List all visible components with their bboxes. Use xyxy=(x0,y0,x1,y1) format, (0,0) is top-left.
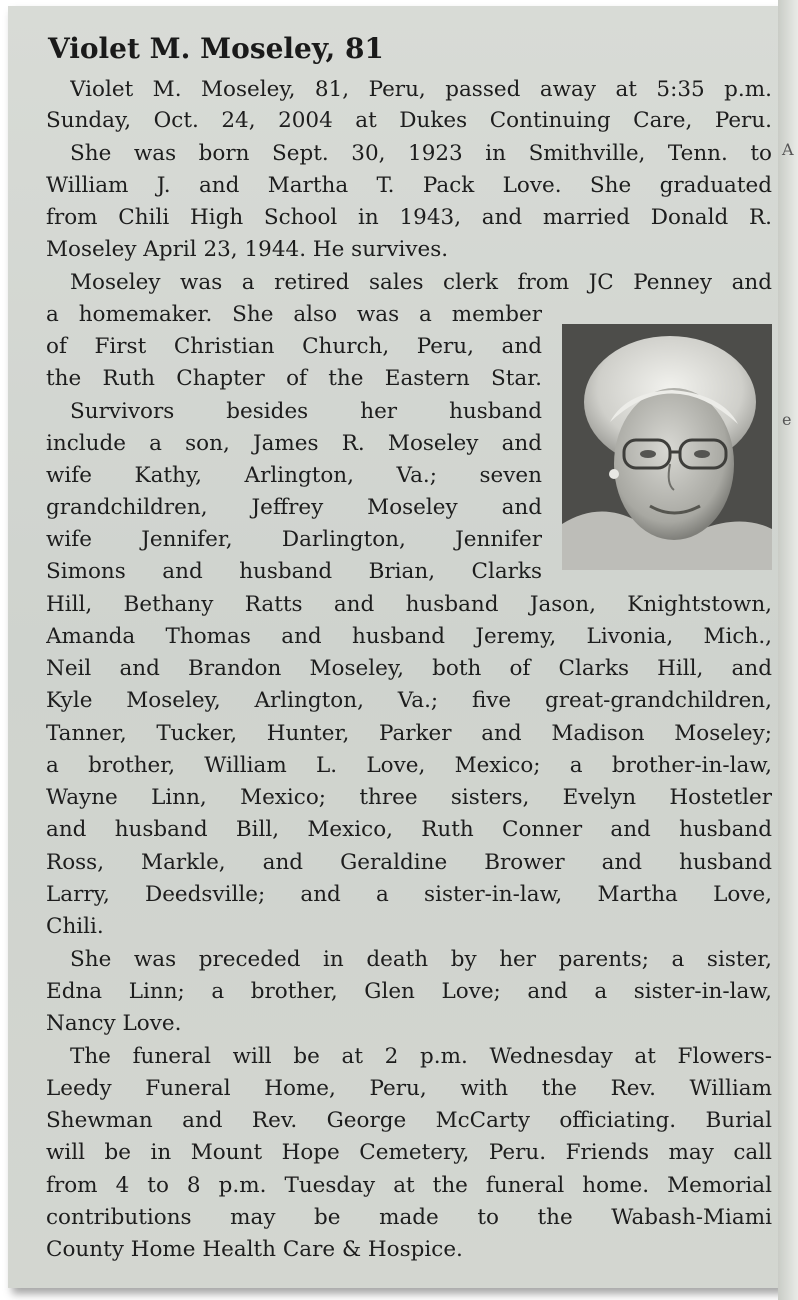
body-line: Tanner, Tucker, Hunter, Parker and Madison Moseley; xyxy=(46,721,772,746)
portrait-photo xyxy=(562,324,772,570)
body-line: Sunday, Oct. 24, 2004 at Dukes Continuing Care, Peru. xyxy=(46,108,772,133)
body-line: from Chili High School in 1943, and married Donald R. xyxy=(46,205,772,230)
body-line: Nancy Love. xyxy=(46,1011,182,1036)
body-line: Amanda Thomas and husband Jeremy, Livonia, Mich., xyxy=(46,624,772,649)
body-line: Hill, Bethany Ratts and husband Jason, Knightstown, xyxy=(46,592,772,617)
body-line: County Home Health Care & Hospice. xyxy=(46,1237,463,1262)
body-line: Moseley April 23, 1944. He survives. xyxy=(46,237,449,262)
body-line: Larry, Deedsville; and a sister-in-law, Martha Love, xyxy=(46,882,772,907)
body-line: Edna Linn; a brother, Glen Love; and a sister-in-law, xyxy=(46,979,772,1004)
body-line: Ross, Markle, and Geraldine Brower and husband xyxy=(46,850,772,875)
body-line: Chili. xyxy=(46,914,104,939)
body-line: Wayne Linn, Mexico; three sisters, Evelyn Hostetler xyxy=(46,785,772,810)
body-line: a brother, William L. Love, Mexico; a brother-in-law, xyxy=(46,753,772,778)
obituary-column xyxy=(32,22,782,1284)
body-line: Simons and husband Brian, Clarks xyxy=(46,559,542,584)
body-line: grandchildren, Jeffrey Moseley and xyxy=(46,495,542,520)
body-line: of First Christian Church, Peru, and xyxy=(46,334,542,359)
obituary-headline: Violet M. Moseley, 81 xyxy=(48,32,384,65)
body-line: Leedy Funeral Home, Peru, with the Rev. William xyxy=(46,1076,772,1101)
body-line: William J. and Martha T. Pack Love. She graduated xyxy=(46,173,772,198)
adjacent-page-edge xyxy=(778,0,798,1300)
body-line: Violet M. Moseley, 81, Peru, passed away at 5:35 p.m. xyxy=(70,77,772,102)
newspaper-clipping-photo xyxy=(8,6,782,1288)
body-line: wife Kathy, Arlington, Va.; seven xyxy=(46,463,542,488)
body-line: Moseley was a retired sales clerk from JC Penney and xyxy=(70,270,772,295)
adjacent-column-letter: A xyxy=(782,140,794,159)
body-line: She was born Sept. 30, 1923 in Smithville, Tenn. to xyxy=(70,141,772,166)
body-line: and husband Bill, Mexico, Ruth Conner and husband xyxy=(46,817,772,842)
body-line: She was preceded in death by her parents; a sister, xyxy=(70,947,772,972)
body-line: from 4 to 8 p.m. Tuesday at the funeral home. Memorial xyxy=(46,1173,772,1198)
portrait-illustration xyxy=(562,324,772,570)
body-line: Shewman and Rev. George McCarty officiating. Burial xyxy=(46,1108,772,1133)
body-line: wife Jennifer, Darlington, Jennifer xyxy=(46,527,542,552)
body-line: Survivors besides her husband xyxy=(70,399,542,424)
adjacent-column-letter: e xyxy=(782,410,792,429)
body-line: the Ruth Chapter of the Eastern Star. xyxy=(46,366,542,391)
body-line: a homemaker. She also was a member xyxy=(46,302,542,327)
body-line: The funeral will be at 2 p.m. Wednesday at Flowers- xyxy=(70,1044,772,1069)
body-line: include a son, James R. Moseley and xyxy=(46,431,542,456)
body-line: contributions may be made to the Wabash-Miami xyxy=(46,1205,772,1230)
body-line: Kyle Moseley, Arlington, Va.; five great-grandchildren, xyxy=(46,688,772,713)
body-line: Neil and Brandon Moseley, both of Clarks Hill, and xyxy=(46,656,772,681)
body-line: will be in Mount Hope Cemetery, Peru. Friends may call xyxy=(46,1140,772,1165)
